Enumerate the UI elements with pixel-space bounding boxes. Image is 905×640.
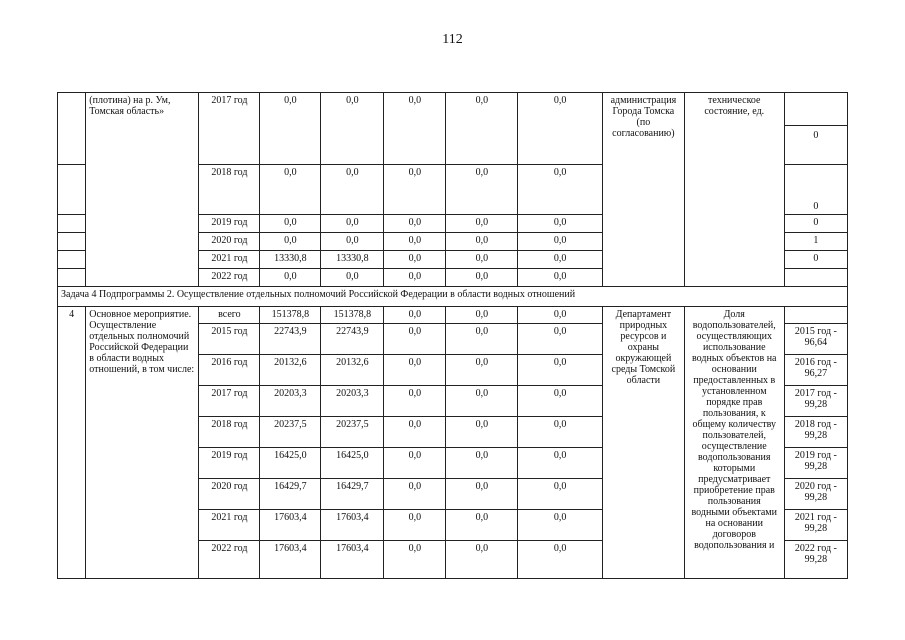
value-cell: 20132,6 [260,355,321,386]
target-cell: 2015 год - 96,64 [784,324,847,355]
target-cell: 2020 год - 99,28 [784,479,847,510]
table-row [58,93,848,165]
value-cell: 0,0 [446,165,518,215]
target-cell [784,269,847,287]
indicator-cell: техническое состояние, ед. [684,93,784,287]
activity-name: Основное мероприятие. Осуществление отдельных полномочий Российской Федерации в области водных отношений, в том числе: [86,307,199,579]
target-cell: 2018 год - 99,28 [784,417,847,448]
value-cell: 22743,9 [321,324,384,355]
value-cell: 0,0 [446,215,518,233]
value-cell: 17603,4 [321,510,384,541]
value-cell: 0,0 [446,355,518,386]
page-number: 112 [442,32,463,47]
target-cell: 2016 год - 96,27 [784,355,847,386]
value-cell: 20203,3 [260,386,321,417]
year-cell: 2016 год [199,355,260,386]
target-cell: 0 [784,165,847,215]
target-cell: 2017 год - 99,28 [784,386,847,417]
value-cell: 0,0 [260,93,321,165]
value-cell: 0,0 [321,165,384,215]
value-cell: 20203,3 [321,386,384,417]
target-value: 0 [813,130,819,141]
value-cell: 0,0 [384,324,446,355]
value-cell: 20237,5 [260,417,321,448]
year-cell: 2021 год [199,510,260,541]
value-cell: 22743,9 [260,324,321,355]
value-cell: 0,0 [518,215,603,233]
value-cell: 0,0 [384,251,446,269]
value-cell: 0,0 [446,307,518,324]
value-cell: 0,0 [446,233,518,251]
value-cell: 0,0 [446,510,518,541]
table-row [58,307,848,324]
year-cell: 2020 год [199,233,260,251]
value-cell: 20132,6 [321,355,384,386]
value-cell: 0,0 [260,215,321,233]
value-cell: 17603,4 [260,510,321,541]
value-cell: 0,0 [446,479,518,510]
value-cell: 0,0 [384,417,446,448]
value-cell: 0,0 [384,215,446,233]
value-cell: 0,0 [518,307,603,324]
value-cell: 0,0 [446,386,518,417]
value-cell: 0,0 [384,165,446,215]
value-cell: 0,0 [384,355,446,386]
value-cell: 0,0 [260,233,321,251]
program-table [57,92,848,579]
year-cell: 2015 год [199,324,260,355]
value-cell: 16425,0 [260,448,321,479]
value-cell: 20237,5 [321,417,384,448]
value-cell: 16425,0 [321,448,384,479]
value-cell: 0,0 [446,541,518,579]
value-cell: 0,0 [518,324,603,355]
num-cell [58,93,86,165]
target-cell: 1 [784,233,847,251]
year-cell: 2022 год [199,541,260,579]
value-cell: 0,0 [321,93,384,165]
value-cell: 0,0 [446,251,518,269]
value-cell: 0,0 [518,510,603,541]
value-cell: 0,0 [321,233,384,251]
value-cell: 0,0 [384,479,446,510]
indicator-cell: Доля водопользователей, осуществляющих использование водных объектов на основании предоставленных в установленном порядке прав пользования, к общему количеству пользователей, осуществление водопользования которыми предусматривает приобретение прав пользования водными объектами на основании договоров водопользования и [684,307,784,579]
target-cell: 0 [784,215,847,233]
value-cell: 0,0 [384,269,446,287]
value-cell: 0,0 [321,215,384,233]
value-cell: 0,0 [518,165,603,215]
value-cell: 17603,4 [321,541,384,579]
target-cell: 2021 год - 99,28 [784,510,847,541]
target-cell [784,93,847,165]
value-cell: 0,0 [446,269,518,287]
value-cell: 0,0 [518,479,603,510]
value-cell: 0,0 [384,541,446,579]
executor-cell: администрация Города Томска (по согласованию) [603,93,685,287]
value-cell: 0,0 [518,251,603,269]
value-cell: 0,0 [260,269,321,287]
value-cell: 151378,8 [260,307,321,324]
value-cell: 13330,8 [321,251,384,269]
value-cell: 0,0 [321,269,384,287]
row-number: 4 [58,307,86,579]
value-cell: 0,0 [518,93,603,165]
value-cell: 0,0 [518,269,603,287]
year-cell: 2019 год [199,215,260,233]
year-cell: 2021 год [199,251,260,269]
value-cell: 0,0 [384,93,446,165]
target-cell: 2022 год - 99,28 [784,541,847,579]
value-cell: 0,0 [446,448,518,479]
year-cell: 2019 год [199,448,260,479]
value-cell: 0,0 [446,417,518,448]
value-cell: 0,0 [260,165,321,215]
executor-cell: Департамент природных ресурсов и охраны окружающей среды Томской области [603,307,685,579]
target-cell: 0 [784,251,847,269]
value-cell: 0,0 [518,355,603,386]
value-cell: 17603,4 [260,541,321,579]
value-cell: 151378,8 [321,307,384,324]
year-cell: 2017 год [199,386,260,417]
value-cell: 13330,8 [260,251,321,269]
target-cell [784,307,847,324]
year-cell: 2018 год [199,417,260,448]
value-cell: 16429,7 [260,479,321,510]
value-cell: 16429,7 [321,479,384,510]
value-cell: 0,0 [384,448,446,479]
value-cell: 0,0 [384,233,446,251]
value-cell: 0,0 [518,541,603,579]
value-cell: 0,0 [384,510,446,541]
value-cell: 0,0 [518,386,603,417]
value-cell: 0,0 [384,386,446,417]
year-cell: 2018 год [199,165,260,215]
task-heading: Задача 4 Подпрограммы 2. Осуществление отдельных полномочий Российской Федерации в области водных отношений [58,287,848,307]
value-cell: 0,0 [518,448,603,479]
value-cell: 0,0 [446,93,518,165]
year-cell: 2017 год [199,93,260,165]
target-cell: 2019 год - 99,28 [784,448,847,479]
value-cell: 0,0 [518,417,603,448]
value-cell: 0,0 [446,324,518,355]
year-cell: всего [199,307,260,324]
value-cell: 0,0 [518,233,603,251]
table-row [58,287,848,307]
year-cell: 2022 год [199,269,260,287]
object-name: (плотина) на р. Ум, Томская область» [86,93,199,287]
value-cell: 0,0 [384,307,446,324]
year-cell: 2020 год [199,479,260,510]
